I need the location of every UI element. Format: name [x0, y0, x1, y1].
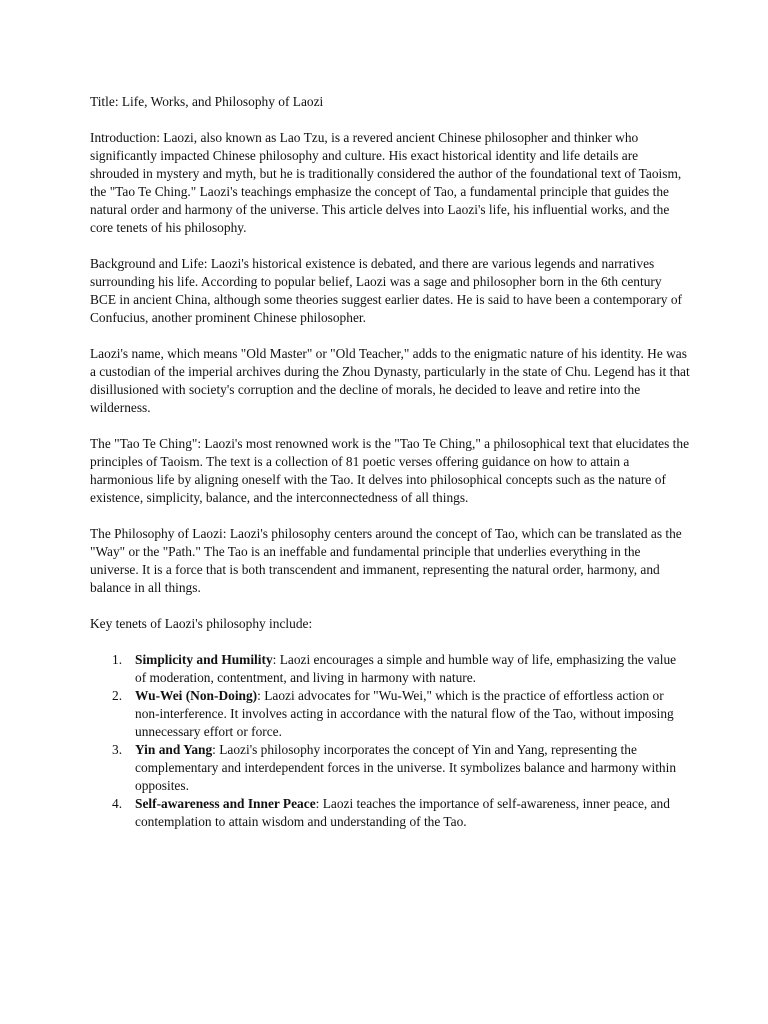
paragraph-name-meaning: Laozi's name, which means "Old Master" or "Old Teacher," adds to the enigmatic nature of his identity. He was a custodian of the imperial archives during the Zhou Dynasty, particularly in the state of Chu. Legend has it that disillusioned with society's corruption and the decline of morals, he decided to leave and retire into the wilderness.: [90, 346, 690, 415]
list-item-term: Simplicity and Humility: [135, 652, 273, 667]
document-title: Title: Life, Works, and Philosophy of Laozi: [90, 94, 324, 109]
list-item-text: : Laozi's philosophy incorporates the concept of Yin and Yang, representing the complementary and interdependent forces in the universe. It symbolizes balance and harmony within opposites.: [135, 742, 677, 793]
paragraph-background: Background and Life: Laozi's historical existence is debated, and there are various legends and narratives surrounding his life. According to popular belief, Laozi was a sage and philosopher born in the 6th century BCE in ancient China, although some theories suggest earlier dates. He is said to have been a contemporary of Confucius, another prominent Chinese philosopher.: [90, 256, 682, 325]
list-item-term: Yin and Yang: [135, 742, 213, 757]
list-item-number: 1.: [112, 652, 123, 667]
list-item-number: 3.: [112, 742, 123, 757]
list-item: [90, 741, 690, 795]
list-item: [90, 687, 690, 741]
paragraph-tao-te-ching: The "Tao Te Ching": Laozi's most renowned work is the "Tao Te Ching," a philosophical text that elucidates the principles of Taoism. The text is a collection of 81 poetic verses offering guidance on how to attain a harmonious life by aligning oneself with the Tao. It delves into philosophical concepts such as the nature of existence, simplicity, balance, and the interconnectedness of all things.: [90, 436, 690, 505]
document-page: [90, 93, 690, 831]
list-item-text: : Laozi encourages a simple and humble way of life, emphasizing the value of moderation, contentment, and living in harmony with nature.: [135, 652, 677, 685]
paragraph-introduction: Introduction: Laozi, also known as Lao Tzu, is a revered ancient Chinese philosopher and thinker who significantly impacted Chinese philosophy and culture. His exact historical identity and life details are shrouded in mystery and myth, but he is traditionally considered the author of the foundational text of Taoism, the "Tao Te Ching." Laozi's teachings emphasize the concept of Tao, a fundamental principle that guides the natural order and harmony of the universe. This article delves into Laozi's life, his influential works, and the core tenets of his philosophy.: [90, 130, 682, 235]
tenets-list: [90, 651, 690, 831]
list-item-term: Self-awareness and Inner Peace: [135, 796, 316, 811]
list-item-term: Wu-Wei (Non-Doing): [135, 688, 258, 703]
list-item-text: : Laozi teaches the importance of self-awareness, inner peace, and contemplation to attain wisdom and understanding of the Tao.: [135, 796, 670, 829]
list-item: [90, 795, 690, 831]
paragraph-philosophy: The Philosophy of Laozi: Laozi's philosophy centers around the concept of Tao, which can be translated as the "Way" or the "Path." The Tao is an ineffable and fundamental principle that underlies everything in the universe. It is a force that is both transcendent and immanent, representing the natural order, harmony, and balance in all things.: [90, 526, 682, 595]
paragraph-key-tenets-intro: Key tenets of Laozi's philosophy include:: [90, 616, 313, 631]
list-item-number: 4.: [112, 796, 123, 811]
list-item: [90, 651, 690, 687]
list-item-text: : Laozi advocates for "Wu-Wei," which is the practice of effortless action or non-interference. It involves acting in accordance with the natural flow of the Tao, without imposing unnecessary effort or force.: [135, 688, 674, 739]
list-item-number: 2.: [112, 688, 123, 703]
